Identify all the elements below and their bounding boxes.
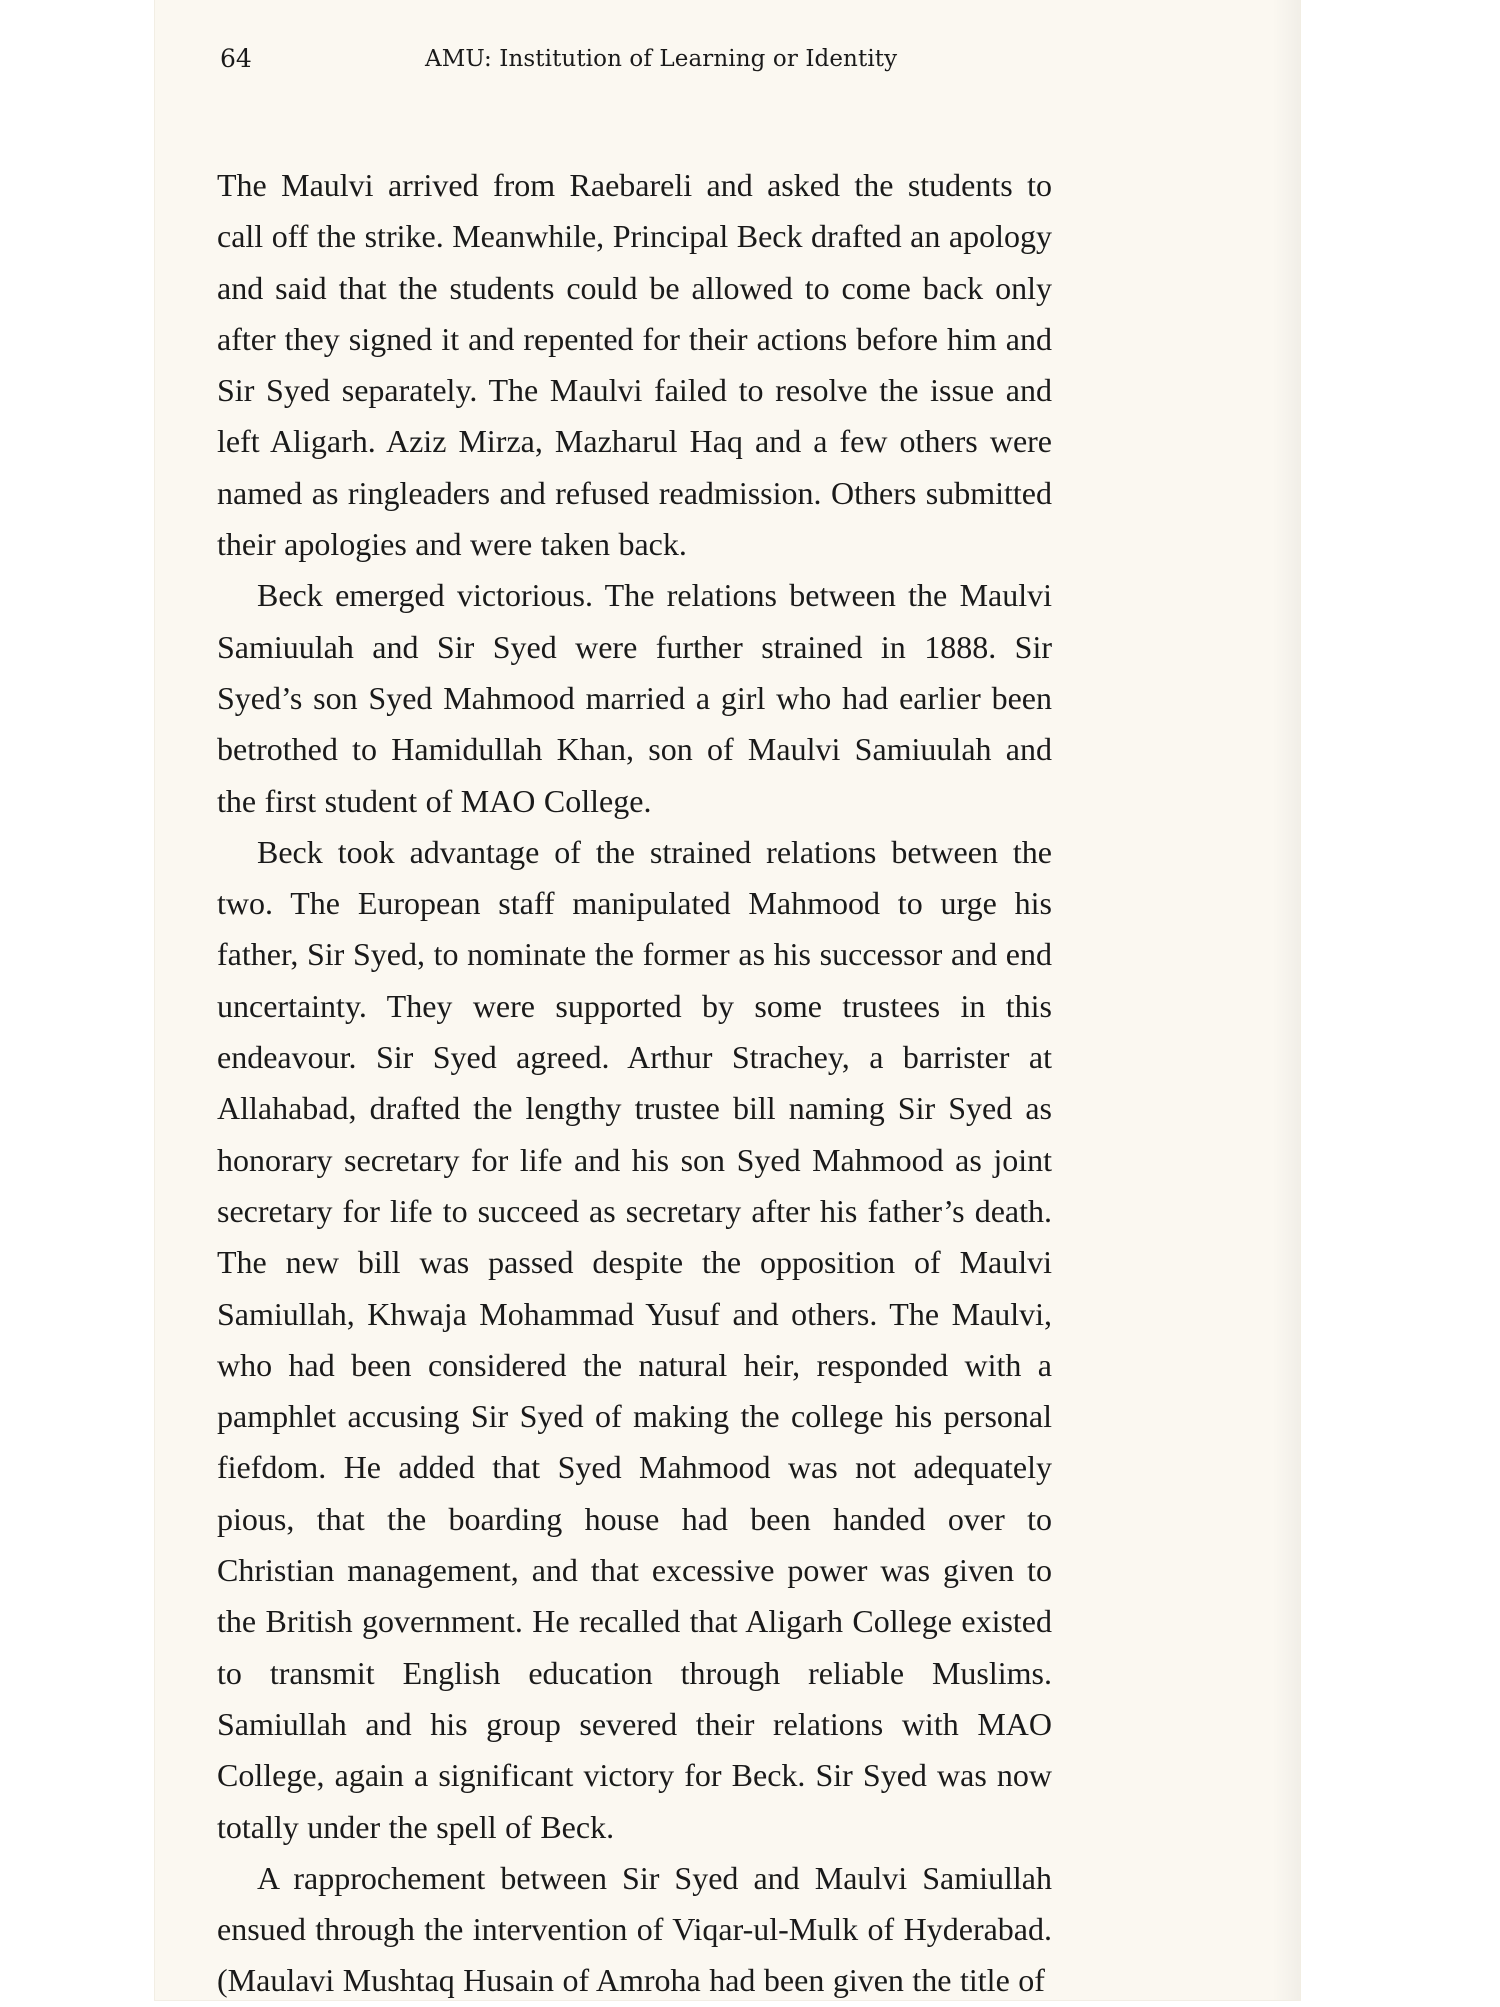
paragraph-2: Beck emerged victorious. The relations between the Maulvi Samiuulah and Sir Syed were further strained in 1888. Sir Syed’s son Syed Mahmood married a girl who had earlier been betrothed to Hamidullah Khan, son of Maulvi Samiuulah and the first student of MAO College. xyxy=(217,577,1052,819)
paragraph-4: A rapprochement between Sir Syed and Maulvi Samiullah ensued through the intervention of Viqar-ul-Mulk of Hyderabad. (Maulavi Mushtaq Husain of Amroha had been given the title of xyxy=(217,1859,1052,1999)
paragraph-3: Beck took advantage of the strained relations between the two. The European staff manipulated Mahmood to urge his father, Sir Syed, to nominate the former as his successor and end uncertainty. They were supported by some trustees in this endeavour. Sir Syed agreed. Arthur Strachey, a barrister at Allahabad, drafted the lengthy trustee bill naming Sir Syed as honorary secretary for life and his son Syed Mahmood as joint secretary for life to succeed as secretary after his father’s death. The new bill was passed despite the opposition of Maulvi Samiullah, Khwaja Mohammad Yusuf and others. The Maulvi, who had been considered the natural heir, responded with a pamphlet accusing Sir Syed of making the college his personal fiefdom. He added that Syed Mahmood was not adequately pious, that the boarding house had been handed over to Christian management, and that excessive power was given to the British government. He recalled that Aligarh College existed to transmit English education through reliable Muslims. Samiullah and his group severed their relations with MAO College, again a significant victory for Beck. Sir Syed was now totally under the spell of Beck. xyxy=(217,833,1052,1845)
book-title: AMU: Institution of Learning or Identity xyxy=(425,46,898,72)
page-number: 64 xyxy=(220,44,252,73)
book-page xyxy=(155,0,1300,2000)
paragraph-1: The Maulvi arrived from Raebareli and asked the students to call off the strike. Meanwhile, Principal Beck drafted an apology and said that the students could be allowed to come back only after they signed it and repented for their actions before him and Sir Syed separately. The Maulvi failed to resolve the issue and left Aligarh. Aziz Mirza, Mazharul Haq and a few others were named as ringleaders and refused readmission. Others submitted their apologies and were taken back. xyxy=(217,167,1052,563)
body-text xyxy=(217,160,1052,2007)
page-edge-shadow xyxy=(1272,0,1300,2000)
running-head xyxy=(220,44,1170,84)
